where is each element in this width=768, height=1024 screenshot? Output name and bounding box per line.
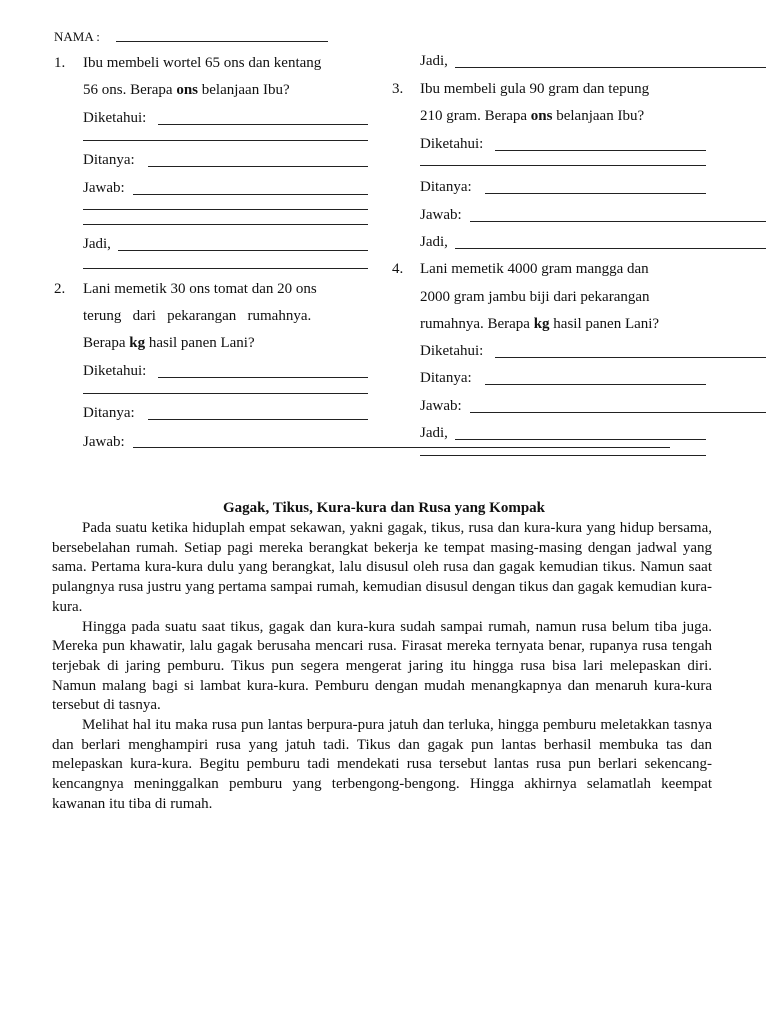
question-1-jadi-label: Jadi, — [83, 236, 111, 252]
question-2-jawab-label: Jawab: — [83, 434, 125, 450]
column-2-jadi-field[interactable] — [455, 67, 766, 68]
question-4-diketahui-field[interactable] — [495, 357, 766, 358]
question-1-number: 1. — [54, 55, 66, 71]
question-4-jadi-label: Jadi, — [420, 425, 448, 441]
question-3-diketahui-label: Diketahui: — [420, 136, 484, 152]
question-3-jadi-field[interactable] — [455, 248, 766, 249]
question-2-ditanya-field[interactable] — [148, 419, 368, 420]
story-paragraph: Melihat hal itu maka rusa pun lantas berpura-pura jatuh dan terluka, hingga pemburu meletakkan tasnya dan berlari menghampiri rusa yang jatuh tadi. Tikus dan gagak pun lantas berhasil membuka tas dan melepaskan kura-kura. Begitu pemburu tadi mendekati rusa tersebut lantas rusa pun berlari sekencang-kencangnya meninggalkan pemburu yang terbengong-bengong. Hingga akhirnya selamatlah keempat kawanan itu tiba di rumah. — [52, 717, 712, 812]
question-1-line2: 56 ons. Berapa ons belanjaan Ibu? — [83, 82, 290, 98]
nama-field[interactable] — [116, 41, 328, 42]
question-4-ditanya-field[interactable] — [485, 384, 706, 385]
nama-label: NAMA : — [54, 29, 100, 44]
question-1-jawab-label: Jawab: — [83, 180, 125, 196]
question-3-answer-line[interactable] — [420, 165, 706, 166]
question-1-answer-line[interactable] — [83, 268, 368, 269]
question-3-jawab-field[interactable] — [470, 221, 766, 222]
question-1-answer-line[interactable] — [83, 140, 368, 141]
question-3-jadi-label: Jadi, — [420, 234, 448, 250]
question-2-diketahui-label: Diketahui: — [83, 363, 147, 379]
question-1-answer-line[interactable] — [83, 224, 368, 225]
question-4-line2: 2000 gram jambu biji dari pekarangan — [420, 289, 650, 305]
question-2-answer-line[interactable] — [83, 393, 368, 394]
question-4-answer-line[interactable] — [420, 455, 706, 456]
question-4-jawab-label: Jawab: — [420, 398, 462, 414]
story-paragraph: Hingga pada suatu saat tikus, gagak dan kura-kura sudah sampai rumah, namun rusa belum tiba juga. Mereka pun khawatir, lalu gagak berusaha mencari rusa. Firasat mereka ternyata benar, rupanya rusa tengah terjebak di jaring pemburu. Tikus pun segera mengerat jaring itu hingga rusa bisa lari melepaskan diri. Namun malang bagi si lambat kura-kura. Pemburu dengan mudah menangkapnya dan menaruh kura-kura tersebut di tasnya. — [52, 618, 712, 714]
question-4-line3: rumahnya. Berapa kg hasil panen Lani? — [420, 316, 660, 332]
question-4-jawab-field[interactable] — [470, 412, 766, 413]
question-3-ditanya-field[interactable] — [485, 193, 706, 194]
question-3-line1: Ibu membeli gula 90 gram dan tepung — [420, 81, 650, 97]
question-3-ditanya-label: Ditanya: — [420, 179, 472, 195]
question-4-number: 4. — [392, 261, 404, 277]
question-2-number: 2. — [54, 281, 66, 297]
story-body — [52, 519, 712, 815]
question-4-diketahui-label: Diketahui: — [420, 343, 484, 359]
question-2-line2: terung dari pekarangan rumahnya. — [83, 308, 312, 324]
question-1-jadi-field[interactable] — [118, 250, 368, 251]
question-3-number: 3. — [392, 81, 404, 97]
question-3-jawab-label: Jawab: — [420, 207, 462, 223]
question-3-line2: 210 gram. Berapa ons belanjaan Ibu? — [420, 108, 645, 124]
question-1-diketahui-label: Diketahui: — [83, 110, 147, 126]
question-2-line3: Berapa kg hasil panen Lani? — [83, 335, 255, 351]
question-4-jadi-field[interactable] — [455, 439, 706, 440]
question-2-ditanya-label: Ditanya: — [83, 405, 135, 421]
column-2-jadi-label: Jadi, — [420, 53, 448, 69]
question-1-line1: Ibu membeli wortel 65 ons dan kentang — [83, 55, 322, 71]
question-4-ditanya-label: Ditanya: — [420, 370, 472, 386]
question-3-diketahui-field[interactable] — [495, 150, 706, 151]
question-2-line1: Lani memetik 30 ons tomat dan 20 ons — [83, 281, 317, 297]
story-paragraph: Pada suatu ketika hiduplah empat sekawan, yakni gagak, tikus, rusa dan kura-kura yang hidup bersama, bersebelahan rumah. Setiap pagi mereka berangkat bekerja ke tempat masing-masing dengan jadwal yang sama. Pertama kura-kura dulu yang berangkat, lalu disusul oleh rusa dan gagak kemudian tikus. Namun saat pulangnya rusa justru yang pertama sampai rumah, kemudian disusul dengan tikus dan gagak kemudian kura-kura. — [52, 520, 712, 615]
question-1-diketahui-field[interactable] — [158, 124, 368, 125]
story-title: Gagak, Tikus, Kura-kura dan Rusa yang Kompak — [222, 500, 546, 516]
question-1-jawab-field[interactable] — [133, 194, 368, 195]
question-2-jawab-field[interactable] — [133, 447, 670, 448]
question-1-answer-line[interactable] — [83, 209, 368, 210]
question-2-diketahui-field[interactable] — [158, 377, 368, 378]
question-1-ditanya-label: Ditanya: — [83, 152, 135, 168]
question-1-ditanya-field[interactable] — [148, 166, 368, 167]
question-4-line1: Lani memetik 4000 gram mangga dan — [420, 261, 649, 277]
